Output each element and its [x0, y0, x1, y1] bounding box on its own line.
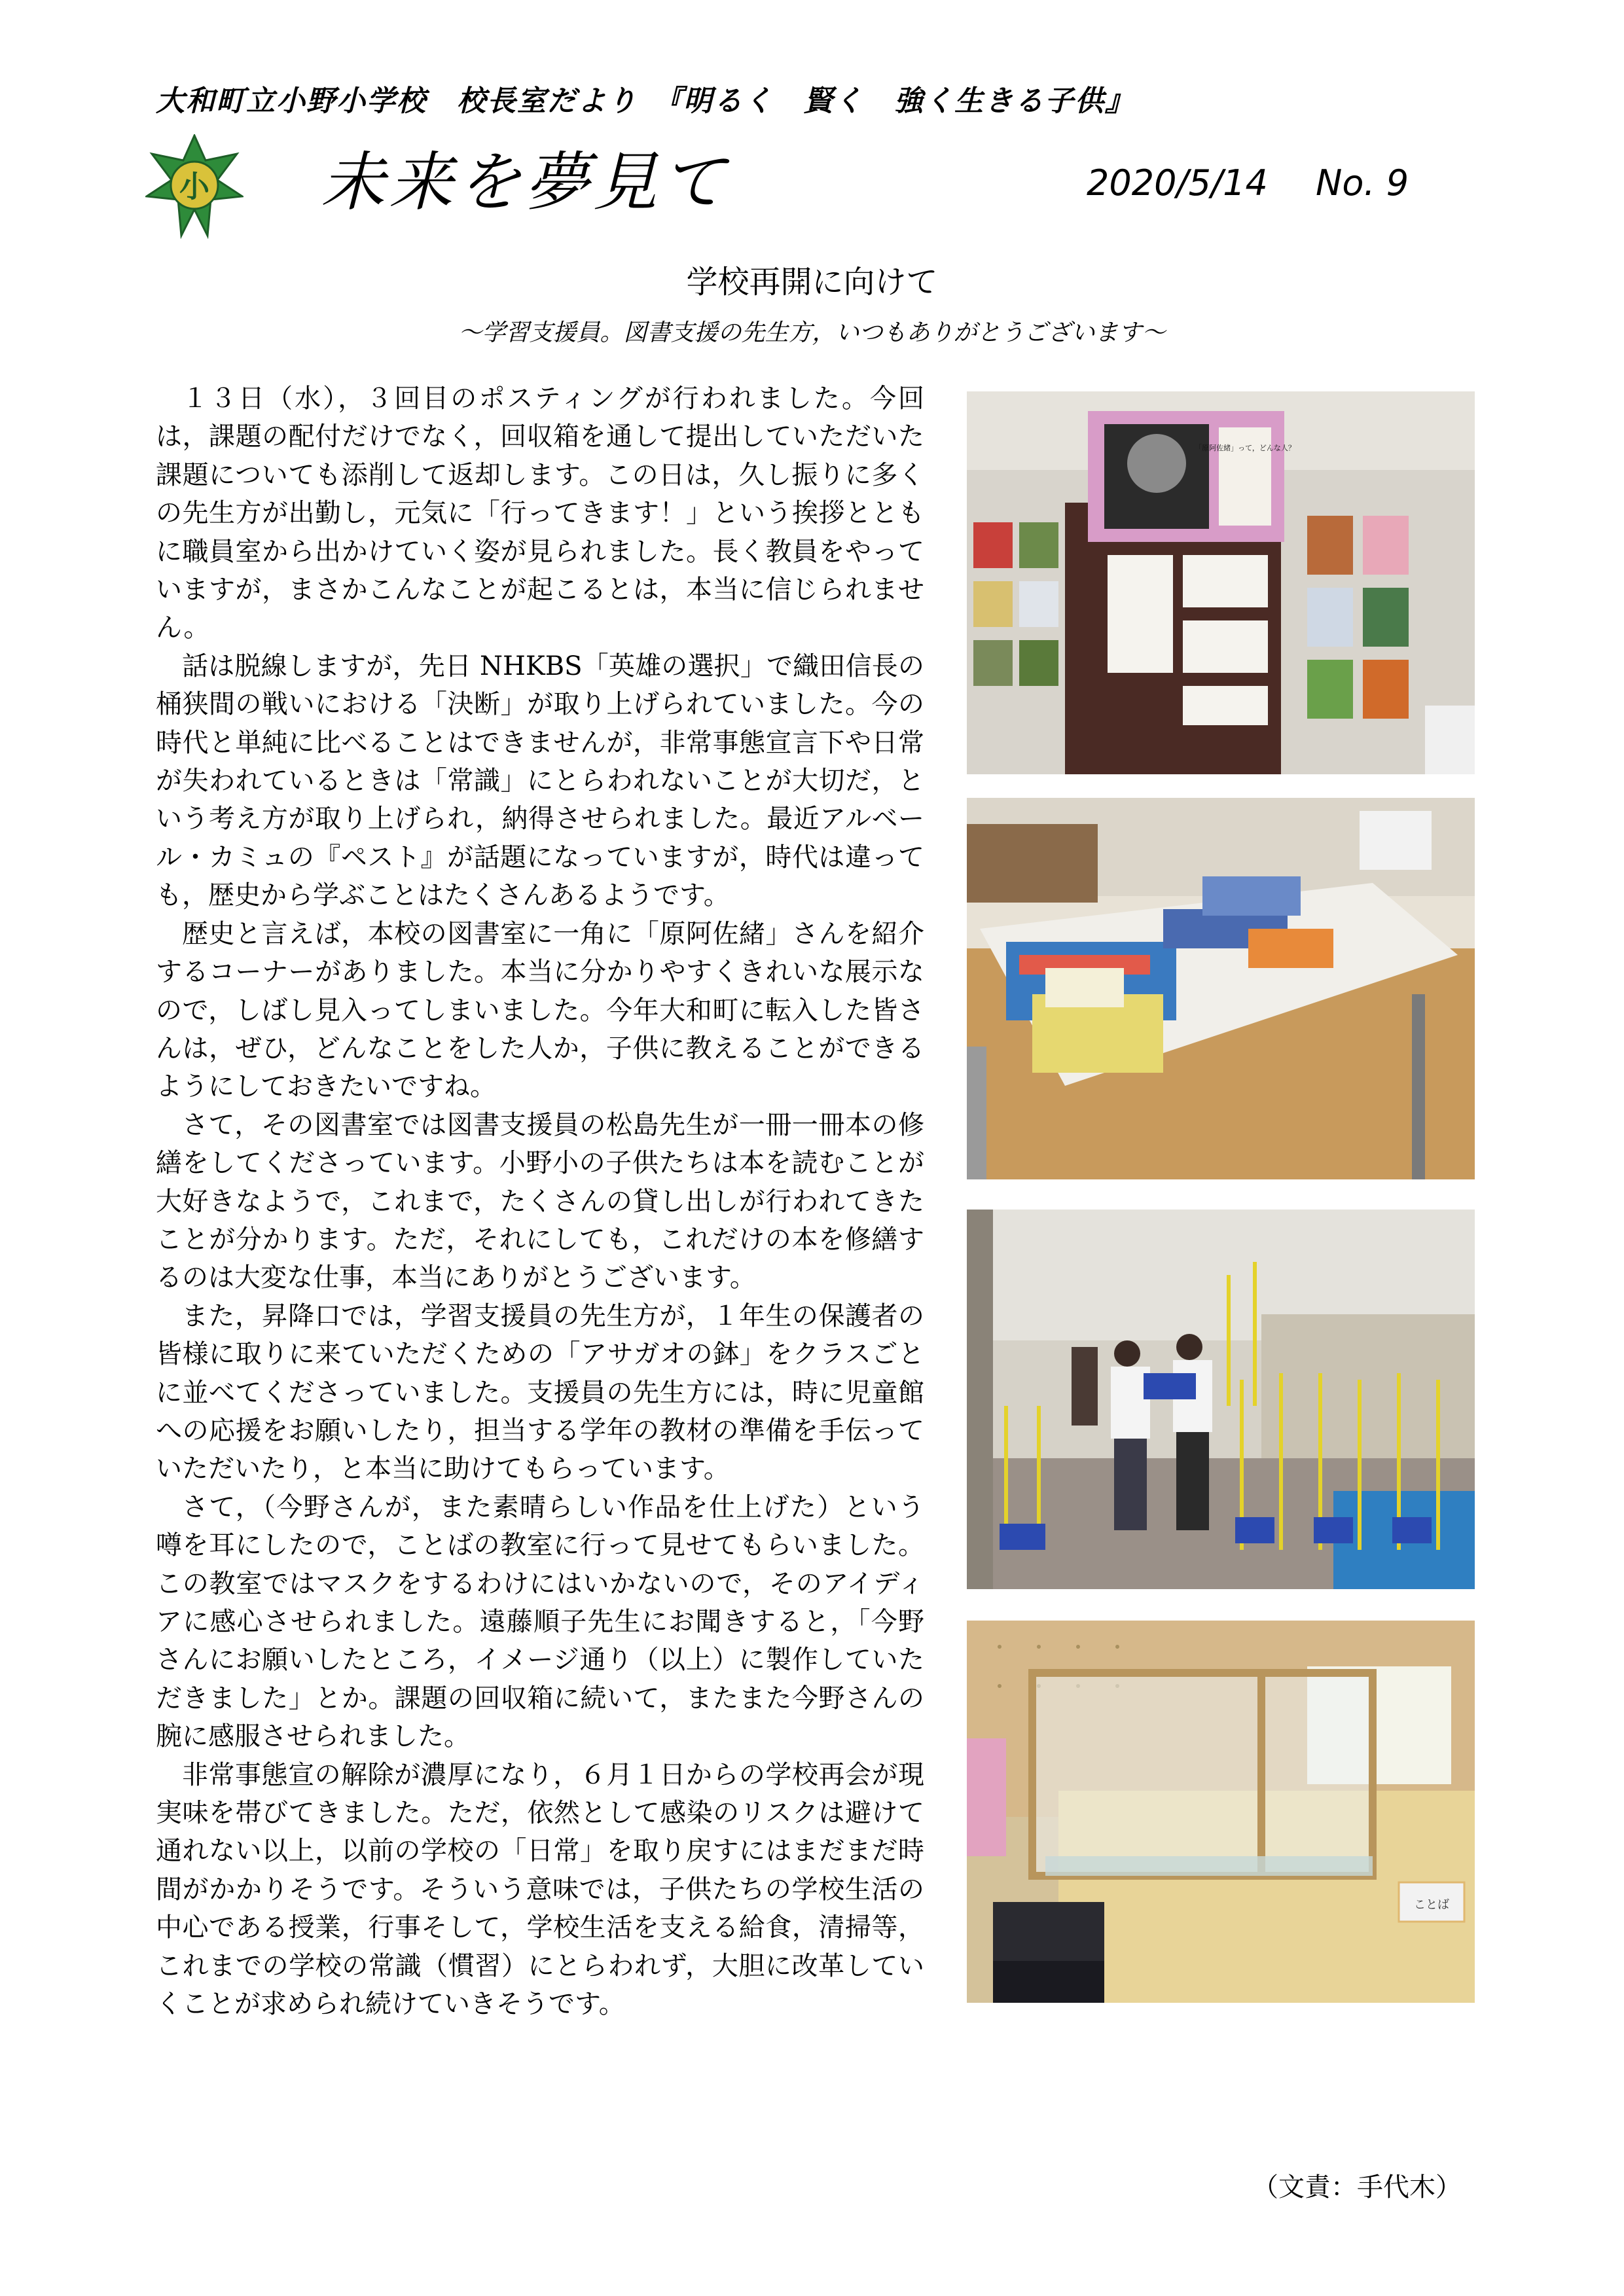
paragraph: 非常事態宣の解除が濃厚になり，６月１日からの学校再会が現実味を帯びてきました。ただ，依然として感染のリスクは避けて通れない以上，以前の学校の「日常」を取り戻すにはまだまだ時間がかかりそうです。そういう意味では，子供たちの学校生活の中心である授業，行事そして，学校生活を支える給食，清掃等，これまでの学校の常識（慣習）にとらわれず，大胆に改革していくことが求められ続けていきそうです。: [156, 1759, 924, 2020]
paragraph: 話は脱線しますが，先日 NHKBS「英雄の選択」で織田信長の桶狭間の戦いにおける「決断」が取り上げられていました。今の時代と単純に比べることはできませんが，非常事態宣言下や日常が失われているときは「常識」にとらわれないことが大切だ，という考え方が取り上げられ，納得させられました。最近アルベール・カミュの『ペスト』が話題になっていますが，時代は違っても，歴史から学ぶことはたくさんあるようです。: [156, 651, 924, 911]
photo-book-repair: [967, 798, 1475, 1179]
subheadline: ～学習支援員。図書支援の先生方，いつもありがとうございます～: [458, 319, 1166, 346]
paragraph: 歴史と言えば，本校の図書室に一角に「原阿佐緒」さんを紹介するコーナーがありました。本当に分かりやすくきれいな展示なので，しばし見入ってしまいました。今年大和町に転入した皆さんは，ぜひ，どんなことをした人か，子供に教えることができるようにしておきたいですね。: [156, 918, 924, 1102]
issue-date: 2020/5/14: [1087, 162, 1268, 204]
paragraph: また，昇降口では，学習支援員の先生方が，１年生の保護者の皆様に取りに来ていただくための「アサガオの鉢」をクラスごとに並べてくださっていました。支援員の先生方には，時に児童館への応援をお願いしたり，担当する学年の教材の準備を手伝っていただいたり，と本当に助けてもらっています。: [156, 1300, 924, 1484]
issue-number: No. 9: [1316, 162, 1409, 204]
headline: 学校再開に向けて: [686, 264, 938, 300]
paragraph: １３日（水），３回目のポスティングが行われました。今回は，課題の配付だけでなく，回収箱を通して提出していただいた課題についても添削して返却します。この日は，久し振りに多くの先生方が出勤し，元気に「行ってきます！」という挨拶とともに職員室から出かけていく姿が見られました。長く教員をやっていますが，まさかこんなことが起こるとは，本当に信じられません。: [156, 384, 924, 643]
emblem-char: 小: [179, 169, 209, 204]
photo-speech-classroom: [967, 1621, 1475, 2003]
desk-label-text: ことば: [1414, 1898, 1449, 1912]
newsletter-title: 未来を夢見て: [321, 145, 730, 220]
display-panel-text: 「原阿佐緒」って，どんな人？: [1195, 444, 1295, 452]
school-emblem-icon: [145, 134, 244, 239]
photo-library-display: [967, 391, 1475, 774]
school-header-line: 大和町立小野小学校 校長室だより 『明るく 賢く 強く生きる子供』: [156, 84, 1135, 118]
paragraph: さて，（今野さんが，また素晴らしい作品を仕上げた）という噂を耳にしたので，ことばの教室に行って見せてもらいました。この教室ではマスクをするわけにはいかないので，そのアイディアに感心させられました。遠藤順子先生にお聞きすると，「今野さんにお願いしたところ，イメージ通り（以上）に製作していただきました」とか。課題の回収箱に続いて，またまた今野さんの腕に感服させられました。: [156, 1492, 924, 1752]
paragraph: さて，その図書室では図書支援員の松島先生が一冊一冊本の修繕をしてくださっています。小野小の子供たちは本を読むことが大好きなようで，これまで，たくさんの貸し出しが行われてきたことが分かります。ただ，それにしても，これだけの本を修繕するのは大変な仕事，本当にありがとうございます。: [156, 1109, 924, 1293]
author-credit: （文責：手代木）: [1252, 2172, 1462, 2202]
photo-morning-glory-pots: [967, 1210, 1475, 1589]
